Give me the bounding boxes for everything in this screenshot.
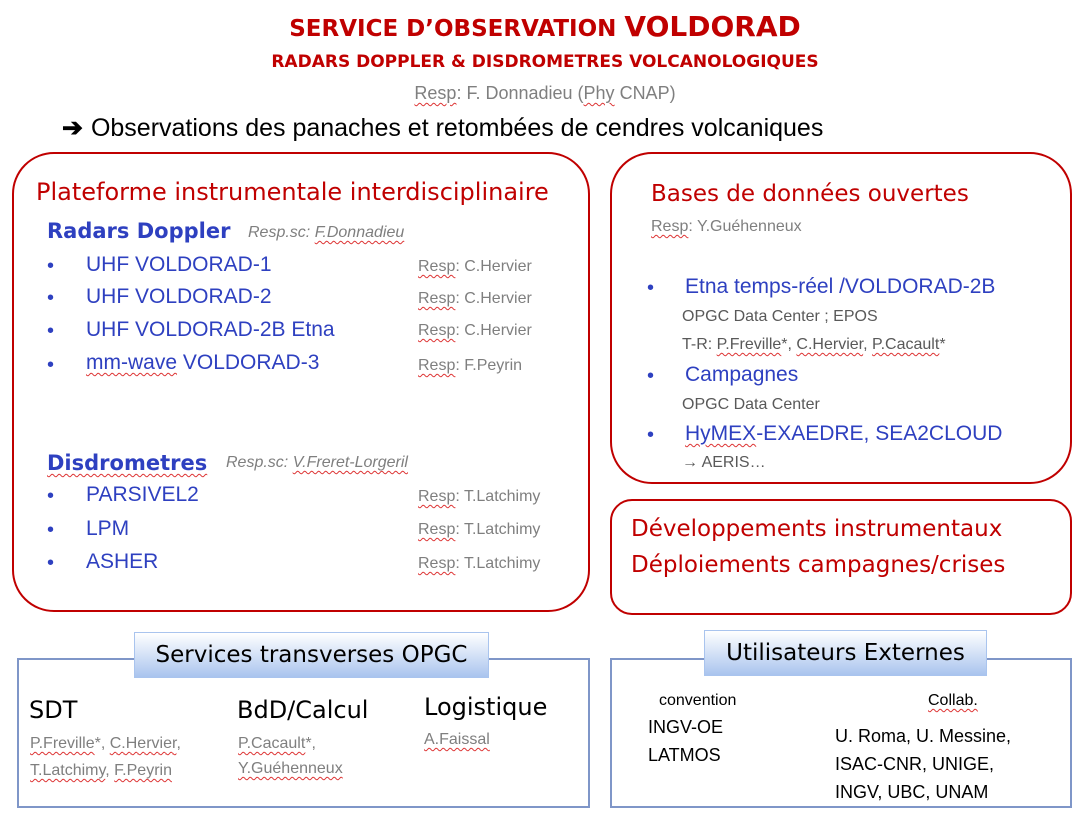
radars-resp-prefix: Resp.sc: [248,224,315,241]
collab-item-2: ISAC-CNR, UNIGE, [835,754,995,774]
radars-heading: Radars Doppler [47,219,231,243]
resp-name: : F.Peyrin [455,357,523,374]
radar-item-4-resp [418,357,522,375]
resp-text: : F. Donnadieu ( [456,83,584,103]
databases-title: Bases de données ouvertes [651,181,969,207]
resp-label: Resp [418,488,456,505]
disdrometer-item-3: ASHER [86,550,159,573]
disdrometer-item-1-resp [418,488,540,506]
radar-item-2-resp [418,290,532,308]
observations-text: Observations des panaches et retombées de cendres volcaniques [90,114,824,142]
disdrometers-heading-text: Disdrometres [47,451,208,475]
convention-heading: convention [659,692,737,709]
resp-label: Resp [414,83,457,103]
databases-item-3-sub: → AERIS… [682,454,766,471]
arrow-right-icon: ➔ [62,114,83,142]
databases-item-1-sub-2 [682,336,946,354]
subtitle: RADARS DOPPLER & DISDROMETRES VOLCANOLOGIQUES [271,52,819,72]
bullet-icon: • [47,485,55,507]
sdt-people-line-1 [30,735,181,753]
external-label: Utilisateurs Externes [704,630,987,676]
radar-item-4-prefix: mm-wave [86,351,178,374]
bullet-icon: • [47,354,55,376]
person: C.Hervier [109,735,177,752]
convention-item-1: INGV-OE [648,717,724,737]
tr-sep: *, [781,336,797,353]
radar-item-4 [86,351,319,375]
tr-sep: , [863,336,872,353]
services-label: Services transverses OPGC [134,632,489,678]
radar-item-1-resp [418,258,532,276]
disdrometers-resp-name: V.Freret-Lorgeril [292,454,408,471]
bullet-icon: • [647,424,655,446]
bdd-title: BdD/Calcul [237,696,369,724]
sep: , [176,735,181,752]
bullet-icon: • [47,255,55,277]
collab-item-1: U. Roma, U. Messine, [835,726,1012,746]
person: P.Freville [30,735,95,752]
resp-phy: Phy [583,83,615,103]
resp-label: Resp [418,322,456,339]
resp-name: : C.Hervier [455,258,532,275]
disdrometers-resp [226,454,408,472]
resp-label: Resp [418,258,456,275]
radar-item-2: UHF VOLDORAD-2 [86,285,272,308]
sdt-title: SDT [29,696,78,724]
resp-label: Resp [418,555,456,572]
bullet-icon: • [47,320,55,342]
disdrometers-heading [47,451,207,475]
radar-item-3: UHF VOLDORAD-2B Etna [86,318,335,341]
databases-item-3 [685,422,1002,446]
convention-item-2: LATMOS [648,745,721,765]
sep: *, [305,735,316,752]
main-responsible [0,83,1090,104]
person: T.Latchimy [30,762,106,779]
sdt-people-line-2 [30,762,172,780]
resp-name: : T.Latchimy [455,488,541,505]
disdrometer-item-1: PARSIVEL2 [86,483,199,506]
resp-name: : C.Hervier [455,290,532,307]
resp-name: : T.Latchimy [455,521,541,538]
resp-label: Resp [418,290,456,307]
disdrometers-resp-prefix: Resp.sc: [226,454,293,471]
databases-item-3-rest: -EXAEDRE, SEA2CLOUD [756,422,1003,445]
person: Y.Guéhenneux [238,760,343,777]
resp-label: Resp [418,521,456,538]
resp-name: : T.Latchimy [455,555,541,572]
radar-item-3-resp [418,322,532,340]
hymex-label: HyMEX [685,422,757,445]
databases-item-2-sub: OPGC Data Center [682,396,820,413]
bullet-icon: • [47,287,55,309]
bdd-people-line-1 [238,735,316,753]
bullet-icon: • [647,277,655,299]
tr-prefix: T-R: [682,336,717,353]
tr-sep: * [939,336,946,353]
title-prefix: SERVICE D’OBSERVATION [289,16,617,42]
resp-end: CNAP) [614,83,676,103]
databases-item-1-sub-1: OPGC Data Center ; EPOS [682,308,878,325]
developments-line-2: Déploiements campagnes/crises [631,552,1006,578]
collab-text: Collab. [928,692,978,709]
bullet-icon: • [647,365,655,387]
disdrometer-item-3-resp [418,555,540,573]
sep: , [105,762,115,779]
disdrometer-item-2-resp [418,521,540,539]
databases-item-1: Etna temps-réel /VOLDORAD-2B [685,275,996,298]
databases-resp [651,218,802,236]
bullet-icon: • [47,519,55,541]
radar-item-4-name: VOLDORAD-3 [177,351,320,374]
person: P.Cacault [238,735,306,752]
observations-line [62,113,823,143]
resp-label: Resp [418,357,456,374]
person: A.Faissal [424,731,490,748]
title-name: VOLDORAD [624,10,801,43]
tr-person: P.Freville [716,336,782,353]
bdd-people-line-2 [238,760,343,778]
disdrometer-item-2: LPM [86,517,130,540]
developments-line-1: Développements instrumentaux [631,516,1003,542]
services-box [17,658,590,808]
tr-person: P.Cacault [872,336,940,353]
person: F.Peyrin [114,762,172,779]
logistics-person [424,731,490,749]
sep: *, [94,735,110,752]
tr-person: C.Hervier [796,336,864,353]
databases-item-2: Campagnes [685,363,799,386]
resp-name: : C.Hervier [455,322,532,339]
collab-item-3: INGV, UBC, UNAM [835,782,989,802]
bullet-icon: • [47,552,55,574]
radars-resp [248,224,404,242]
resp-name: : Y.Guéhenneux [688,218,802,235]
platform-title: Plateforme instrumentale interdisciplinaire [36,178,549,206]
logistics-title: Logistique [424,693,548,721]
collab-heading [928,692,978,710]
radars-resp-name: F.Donnadieu [314,224,405,241]
main-title [0,10,1090,43]
resp-label: Resp [651,218,689,235]
radar-item-1: UHF VOLDORAD-1 [86,253,272,276]
